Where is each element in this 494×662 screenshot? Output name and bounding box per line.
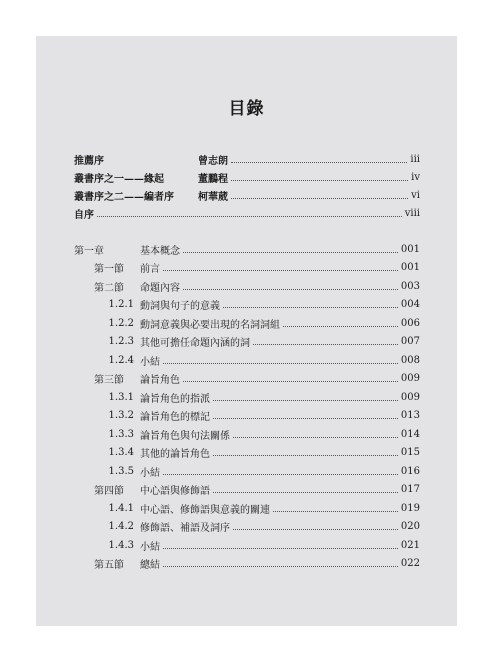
toc-row — [74, 462, 420, 480]
section-number: 第一節 — [94, 264, 124, 275]
section-page: 014 — [400, 428, 420, 440]
toc-row — [74, 407, 420, 425]
toc-row — [74, 481, 420, 499]
section-page: 022 — [400, 558, 420, 569]
section-page: 017 — [400, 484, 420, 495]
section-title: 動詞意義與必要出現的名詞詞組 — [140, 319, 280, 331]
dot-leader — [231, 162, 407, 163]
section-number: 第五節 — [94, 560, 124, 571]
dot-leader — [283, 326, 398, 327]
toc-row — [74, 425, 420, 443]
dot-leader — [233, 437, 398, 438]
section-number: 1.2.3 — [108, 336, 134, 347]
section-number: 第四節 — [94, 486, 124, 497]
section-page: 020 — [400, 521, 420, 532]
dot-leader — [163, 474, 398, 475]
toc-row — [74, 314, 420, 332]
toc-row — [74, 351, 420, 369]
section-title: 中心語、修飾語與意義的關連 — [140, 504, 270, 516]
section-number: 第二節 — [94, 282, 124, 294]
toc-author: 曾志朗 — [198, 155, 228, 167]
toc-row — [74, 204, 420, 222]
dot-leader — [213, 400, 398, 401]
section-page: 016 — [400, 465, 420, 477]
section-number: 1.4.2 — [108, 521, 134, 532]
book-page — [36, 36, 457, 626]
toc-page: iii — [410, 153, 420, 165]
section-number: 1.2.4 — [108, 354, 134, 366]
toc-row — [74, 240, 420, 258]
section-title: 前言 — [140, 264, 160, 275]
dot-leader — [231, 198, 408, 199]
section-page: 015 — [400, 447, 420, 458]
toc-row — [74, 333, 420, 351]
section-number: 1.3.1 — [108, 391, 134, 403]
dot-leader — [183, 381, 398, 382]
toc-row — [74, 259, 420, 277]
toc-title: 目錄 — [228, 99, 265, 119]
section-number: 1.4.3 — [108, 539, 134, 551]
dot-leader — [233, 529, 398, 530]
toc-row — [74, 444, 420, 462]
section-title: 基本概念 — [140, 245, 180, 257]
section-number: 1.2.2 — [108, 317, 134, 329]
section-page: 009 — [400, 373, 420, 384]
section-page: 021 — [400, 539, 420, 551]
toc-row — [74, 168, 420, 186]
section-title: 小結 — [140, 467, 160, 479]
section-title: 論旨角色與句法關係 — [140, 430, 230, 442]
dot-leader — [163, 548, 398, 549]
section-page: 003 — [400, 280, 420, 292]
section-title: 小結 — [140, 356, 160, 368]
section-page: 019 — [400, 502, 420, 514]
dot-leader — [183, 289, 398, 290]
toc-row — [74, 277, 420, 295]
toc-row — [74, 370, 420, 388]
toc-page: viii — [404, 207, 420, 219]
section-title: 論旨角色的指派 — [140, 393, 210, 405]
toc-page: iv — [411, 171, 420, 183]
toc-author: 柯華葳 — [198, 191, 228, 203]
section-page: 008 — [400, 354, 420, 366]
section-title: 動詞與句子的意義 — [140, 301, 220, 312]
section-page: 009 — [400, 391, 420, 403]
toc-page: vi — [411, 189, 420, 201]
section-number: 第三節 — [94, 375, 124, 386]
toc-author: 董鵬程 — [198, 173, 228, 185]
toc-row — [74, 296, 420, 314]
section-title: 小結 — [140, 541, 160, 553]
section-number: 1.2.1 — [108, 299, 134, 310]
dot-leader — [163, 270, 398, 271]
toc-row — [74, 388, 420, 406]
section-number: 第一章 — [74, 245, 104, 257]
dot-leader — [213, 455, 398, 456]
toc-row — [74, 186, 420, 204]
section-number: 1.3.5 — [108, 465, 134, 477]
section-page: 013 — [400, 410, 420, 421]
toc-label: 叢書序之二——編者序 — [74, 191, 174, 203]
section-title: 其他的論旨角色 — [140, 449, 210, 460]
toc-row — [74, 518, 420, 536]
toc-row — [74, 555, 420, 573]
section-title: 命題內容 — [140, 282, 180, 294]
dot-leader — [213, 492, 398, 493]
dot-leader — [273, 511, 398, 512]
section-number: 1.3.3 — [108, 428, 134, 440]
dot-leader — [213, 418, 398, 419]
section-title: 其他可擔任命題內涵的詞 — [140, 338, 250, 349]
dot-leader — [223, 307, 398, 308]
section-page: 001 — [400, 262, 420, 273]
dot-leader — [97, 216, 402, 217]
section-page: 001 — [400, 243, 420, 255]
dot-leader — [253, 344, 398, 345]
toc-row — [74, 536, 420, 554]
toc-label: 叢書序之一——緣起 — [74, 173, 164, 185]
section-page: 004 — [400, 299, 420, 310]
section-title: 論旨角色 — [140, 375, 180, 386]
toc-row — [74, 499, 420, 517]
dot-leader — [231, 180, 408, 181]
section-title: 總結 — [140, 560, 160, 571]
section-title: 中心語與修飾語 — [140, 486, 210, 497]
section-page: 006 — [400, 317, 420, 329]
section-title: 修飾語、補語及詞序 — [140, 523, 230, 534]
dot-leader — [183, 252, 398, 253]
section-page: 007 — [400, 336, 420, 347]
section-title: 論旨角色的標記 — [140, 412, 210, 423]
section-number: 1.4.1 — [108, 502, 134, 514]
dot-leader — [163, 363, 398, 364]
dot-leader — [163, 566, 398, 567]
toc-label: 推薦序 — [74, 155, 104, 167]
section-number: 1.3.4 — [108, 447, 134, 458]
toc-label: 自序 — [74, 209, 94, 221]
toc-row — [74, 150, 420, 168]
section-number: 1.3.2 — [108, 410, 134, 421]
